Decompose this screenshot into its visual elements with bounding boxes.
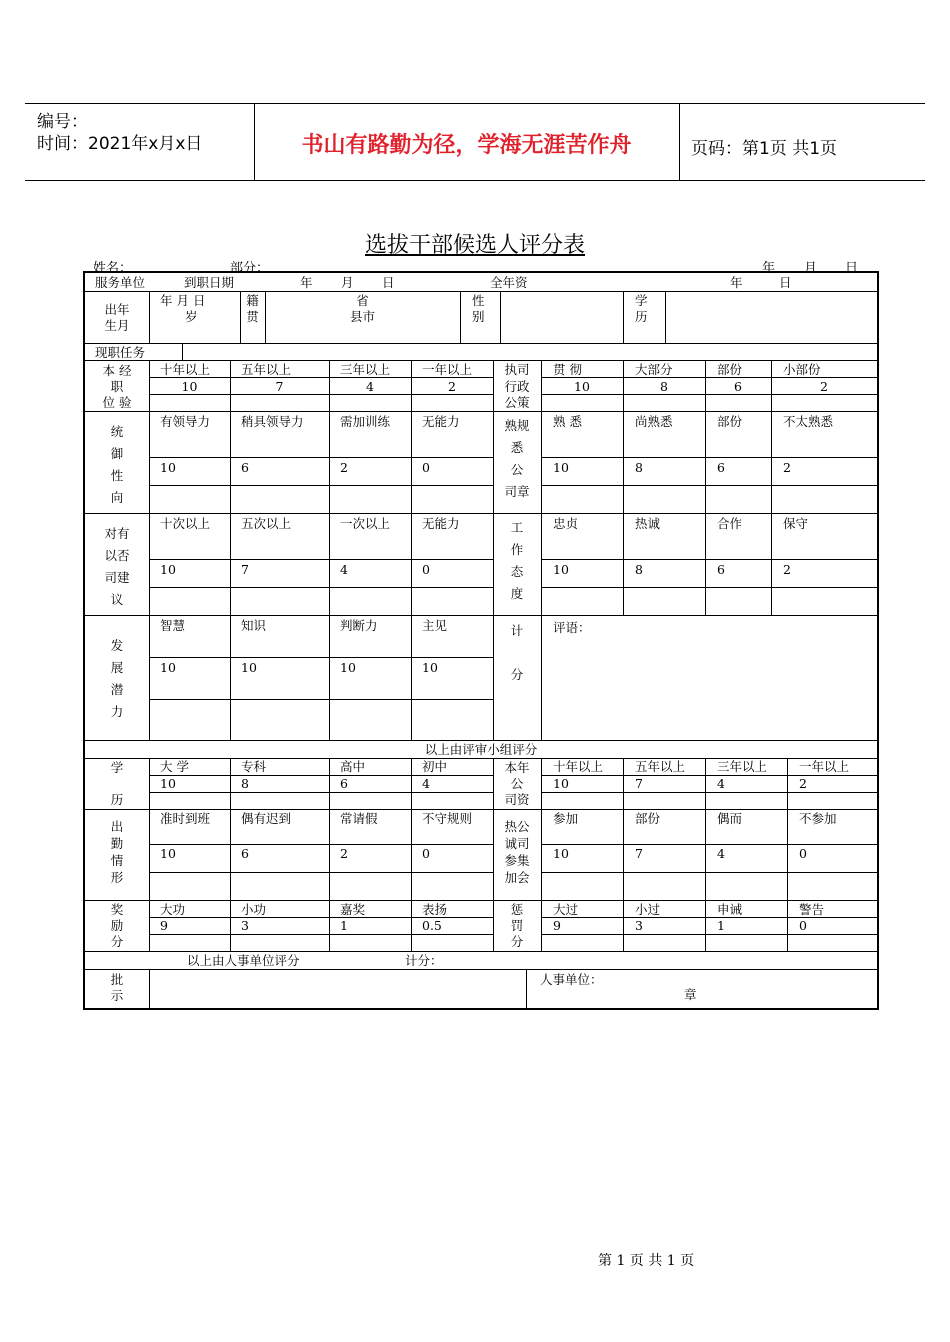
suggestion-option-3: 一次以上 (340, 516, 391, 531)
seniority-day-label: 日 (779, 275, 792, 290)
form-title: 选拔干部候选人评分表 (364, 233, 585, 258)
policy-label-3: 公策 (504, 395, 530, 410)
penalty-option-2: 小过 (635, 902, 661, 917)
leadership-score-1: 10 (160, 460, 176, 475)
grid-line (541, 844, 877, 845)
edu-label-1: 学 (110, 760, 124, 775)
policy-label-1: 执司 (504, 362, 530, 377)
grid-line (149, 291, 150, 343)
suggestion-option-2: 五次以上 (241, 516, 292, 531)
exp-score-1: 10 (181, 379, 198, 394)
gender-label-2: 别 (472, 309, 485, 324)
native-place-label-2: 贯 (246, 309, 259, 324)
score-label-1: 计 (510, 623, 524, 638)
gender-label-1: 性 (472, 293, 485, 308)
service-unit-label: 服务单位 (95, 275, 146, 290)
attitude-score-2: 8 (635, 562, 643, 577)
score-label-2: 分 (510, 667, 524, 682)
reward-score-3: 1 (340, 918, 348, 933)
attendance-score-4: 0 (422, 846, 430, 861)
policy-option-3: 部份 (717, 362, 743, 377)
grid-line (541, 917, 877, 918)
doc-number-label: 编号： (37, 112, 88, 132)
meeting-label: 热公 诚司 参集 加会 (504, 819, 530, 885)
grid-line (541, 394, 877, 395)
grid-line (541, 934, 877, 935)
meeting-score-2: 7 (635, 846, 643, 861)
evaluation-form (83, 271, 879, 1010)
leadership-label: 统 御 性 向 (110, 424, 124, 505)
grid-line (149, 377, 493, 378)
exp-label-2: 职 (110, 379, 124, 394)
grid-line (541, 485, 877, 486)
tenure-score-1: 10 (553, 776, 569, 791)
grid-line (541, 457, 877, 458)
potential-label: 发 展 潜 力 (110, 638, 124, 719)
penalty-score-4: 0 (799, 918, 807, 933)
header-divider-right (679, 103, 680, 180)
grid-line (149, 792, 493, 793)
seal-label: 章 (684, 987, 697, 1002)
attendance-option-2: 偶有迟到 (241, 811, 292, 826)
exp-option-1: 十年以上 (160, 362, 211, 377)
attendance-score-3: 2 (340, 846, 348, 861)
grid-line (623, 758, 624, 951)
comment-label: 评语： (553, 620, 591, 635)
potential-score-3: 10 (340, 660, 356, 675)
leadership-option-4: 无能力 (422, 414, 460, 429)
birth-label-1: 出年 (104, 302, 130, 317)
attitude-option-4: 保守 (783, 516, 809, 531)
header-bottom-rule (25, 180, 925, 181)
edu-score-4: 4 (422, 776, 430, 791)
grid-line (85, 360, 877, 361)
suggestion-option-1: 十次以上 (160, 516, 211, 531)
grid-line (149, 872, 493, 873)
leadership-score-4: 0 (422, 460, 430, 475)
grid-line (705, 758, 706, 951)
tenure-option-1: 十年以上 (553, 759, 604, 774)
current-position-label: 现职任务 (95, 345, 146, 360)
grid-line (526, 969, 527, 1010)
suggestion-label: 对有 以否 司建 议 (104, 526, 130, 607)
grid-line (411, 360, 412, 740)
grid-line (771, 360, 772, 615)
rules-label: 熟规 悉 公 司章 (504, 418, 530, 499)
exp-option-3: 三年以上 (340, 362, 391, 377)
age-label: 岁 (185, 309, 198, 324)
tenure-label-1: 本年 (504, 760, 530, 775)
birth-label-2: 生月 (104, 318, 130, 333)
grid-line (500, 291, 501, 343)
grid-line (541, 872, 877, 873)
reward-option-2: 小功 (241, 902, 267, 917)
hr-total-label: 计分： (405, 953, 443, 968)
grid-line (182, 343, 183, 360)
grid-line (411, 758, 412, 951)
date-year-label: 年 (762, 261, 776, 276)
meeting-option-2: 部份 (635, 811, 661, 826)
grid-line (460, 291, 461, 343)
grid-line (541, 758, 542, 951)
grid-line (665, 291, 666, 343)
rules-option-1: 熟 悉 (553, 414, 582, 429)
meeting-score-3: 4 (717, 846, 725, 861)
rules-option-2: 尚熟悉 (635, 414, 673, 429)
tenure-option-2: 五年以上 (635, 759, 686, 774)
grid-line (149, 699, 493, 700)
header-top-rule (25, 103, 925, 104)
grid-line (329, 758, 330, 951)
penalty-label: 惩 罚 分 (510, 902, 524, 949)
rules-score-1: 10 (553, 460, 569, 475)
grid-line (149, 775, 493, 776)
exp-score-3: 4 (366, 379, 374, 394)
penalty-option-1: 大过 (553, 902, 579, 917)
attitude-score-1: 10 (553, 562, 569, 577)
grid-line (541, 360, 542, 740)
meeting-score-4: 0 (799, 846, 807, 861)
reward-option-3: 嘉奖 (340, 902, 366, 917)
tenure-option-4: 一年以上 (799, 759, 850, 774)
leadership-option-3: 需加训练 (340, 414, 391, 429)
reward-option-1: 大功 (160, 902, 186, 917)
education-label-2: 历 (635, 309, 648, 324)
tenure-score-4: 2 (799, 776, 807, 791)
attitude-score-3: 6 (717, 562, 725, 577)
grid-line (623, 360, 624, 615)
penalty-score-3: 1 (717, 918, 725, 933)
rules-score-2: 8 (635, 460, 643, 475)
penalty-option-3: 申诫 (717, 902, 743, 917)
leadership-score-2: 6 (241, 460, 249, 475)
footer-page-number: 第 1 页 共 1 页 (598, 1253, 695, 1269)
policy-score-3: 6 (734, 379, 742, 394)
potential-score-2: 10 (241, 660, 257, 675)
grid-line (85, 809, 877, 810)
grid-line (541, 792, 877, 793)
policy-option-1: 贯 彻 (553, 362, 582, 377)
grid-line (85, 343, 877, 344)
edu-option-3: 高中 (340, 759, 366, 774)
grid-line (85, 969, 877, 970)
grid-line (85, 740, 877, 741)
potential-option-4: 主见 (422, 618, 448, 633)
grid-line (149, 360, 150, 740)
name-label: 姓名： (93, 261, 133, 276)
penalty-score-2: 3 (635, 918, 643, 933)
grid-line (149, 485, 493, 486)
grid-line (85, 900, 877, 901)
reward-option-4: 表扬 (422, 902, 448, 917)
exp-label-3: 位 验 (102, 395, 132, 410)
leadership-score-3: 2 (340, 460, 348, 475)
attitude-option-2: 热诚 (635, 516, 661, 531)
meeting-option-3: 偶而 (717, 811, 743, 826)
edu-score-1: 10 (160, 776, 176, 791)
grid-line (149, 934, 493, 935)
birth-ymd-label: 年 月 日 (160, 293, 206, 308)
grid-line (541, 775, 877, 776)
edu-label-2: 历 (110, 792, 124, 807)
potential-score-1: 10 (160, 660, 176, 675)
exp-label-1: 本 经 (102, 363, 132, 378)
grid-line (149, 969, 150, 1010)
edu-score-3: 6 (340, 776, 348, 791)
attendance-option-1: 准时到班 (160, 811, 211, 826)
leadership-option-1: 有领导力 (160, 414, 211, 429)
potential-option-2: 知识 (241, 618, 267, 633)
attendance-score-1: 10 (160, 846, 176, 861)
hr-score-note: 以上由人事单位评分 (187, 953, 300, 968)
policy-score-4: 2 (820, 379, 828, 394)
grid-line (149, 657, 493, 658)
edu-option-4: 初中 (422, 759, 448, 774)
grid-line (85, 951, 877, 952)
rules-option-3: 部份 (717, 414, 743, 429)
penalty-option-4: 警告 (799, 902, 825, 917)
reward-score-2: 3 (241, 918, 249, 933)
exp-option-4: 一年以上 (422, 362, 473, 377)
grid-line (149, 457, 493, 458)
exp-score-4: 2 (448, 379, 456, 394)
meeting-score-1: 10 (553, 846, 569, 861)
suggestion-score-4: 0 (422, 562, 430, 577)
seniority-label: 全年资 (490, 275, 528, 290)
header-page-info: 页码：第1页 共1页 (691, 139, 838, 159)
attendance-option-4: 不守规则 (422, 811, 473, 826)
potential-option-3: 判断力 (340, 618, 378, 633)
edu-option-1: 大 学 (160, 759, 189, 774)
hr-unit-label: 人事单位： (540, 972, 603, 987)
attendance-option-3: 常请假 (340, 811, 378, 826)
edu-score-2: 8 (241, 776, 249, 791)
suggestion-score-1: 10 (160, 562, 176, 577)
suggestion-score-2: 7 (241, 562, 249, 577)
leadership-option-2: 稍具领导力 (241, 414, 304, 429)
exp-option-2: 五年以上 (241, 362, 292, 377)
grid-line (329, 360, 330, 740)
policy-option-2: 大部分 (635, 362, 673, 377)
grid-line (230, 360, 231, 740)
grid-line (149, 758, 150, 951)
reward-label: 奖 励 分 (110, 902, 124, 949)
header-divider-left (254, 103, 255, 180)
join-month-label: 月 (341, 275, 354, 290)
suggestion-option-4: 无能力 (422, 516, 460, 531)
reward-score-1: 9 (160, 918, 168, 933)
grid-line (623, 291, 624, 343)
attitude-option-1: 忠贞 (553, 516, 579, 531)
potential-option-1: 智慧 (160, 618, 186, 633)
policy-option-4: 小部份 (783, 362, 821, 377)
panel-score-note: 以上由评审小组评分 (424, 742, 538, 757)
grid-line (787, 758, 788, 951)
reward-score-4: 0.5 (422, 918, 442, 933)
grid-line (541, 377, 877, 378)
exp-score-2: 7 (275, 379, 284, 394)
join-date-label: 到职日期 (184, 275, 235, 290)
tenure-score-2: 7 (635, 776, 643, 791)
doc-time-label: 时间：2021年x月x日 (37, 134, 203, 154)
grid-line (541, 559, 877, 560)
join-year-label: 年 (300, 275, 313, 290)
grid-line (230, 758, 231, 951)
grid-line (705, 360, 706, 615)
tenure-label-2: 公 (510, 776, 524, 791)
grid-line (85, 615, 877, 616)
rules-score-4: 2 (783, 460, 791, 475)
rules-option-4: 不太熟悉 (783, 414, 834, 429)
county-city-label: 县市 (349, 309, 375, 324)
header-motto: 书山有路勤为径，学海无涯苦作舟 (301, 133, 632, 158)
grid-line (149, 844, 493, 845)
penalty-score-1: 9 (553, 918, 561, 933)
grid-line (541, 587, 877, 588)
attitude-option-3: 合作 (717, 516, 743, 531)
grid-line (149, 394, 493, 395)
date-day-label: 日 (845, 261, 859, 276)
meeting-option-4: 不参加 (799, 811, 837, 826)
potential-score-4: 10 (422, 660, 438, 675)
tenure-label-3: 司资 (504, 792, 530, 807)
grid-line (85, 513, 877, 514)
tenure-option-3: 三年以上 (717, 759, 768, 774)
dept-label: 部分： (230, 261, 270, 276)
approval-label: 批 示 (110, 972, 124, 1003)
attendance-label: 出 勤 情 形 (110, 819, 124, 885)
attitude-score-4: 2 (783, 562, 791, 577)
grid-line (149, 587, 493, 588)
join-day-label: 日 (382, 275, 395, 290)
policy-score-2: 8 (660, 379, 668, 394)
policy-label-2: 行政 (504, 379, 530, 394)
attendance-score-2: 6 (241, 846, 249, 861)
rules-score-3: 6 (717, 460, 725, 475)
suggestion-score-3: 4 (340, 562, 348, 577)
province-label: 省 (356, 293, 369, 308)
meeting-option-1: 参加 (553, 811, 579, 826)
grid-line (85, 411, 877, 412)
policy-score-1: 10 (574, 379, 590, 394)
education-label-1: 学 (635, 293, 648, 308)
grid-line (85, 291, 877, 292)
native-place-label-1: 籍 (246, 293, 259, 308)
attitude-label: 工 作 态 度 (510, 520, 524, 601)
tenure-score-3: 4 (717, 776, 725, 791)
edu-option-2: 专科 (241, 759, 267, 774)
seniority-year-label: 年 (730, 275, 743, 290)
date-month-label: 月 (804, 261, 818, 276)
grid-line (149, 559, 493, 560)
